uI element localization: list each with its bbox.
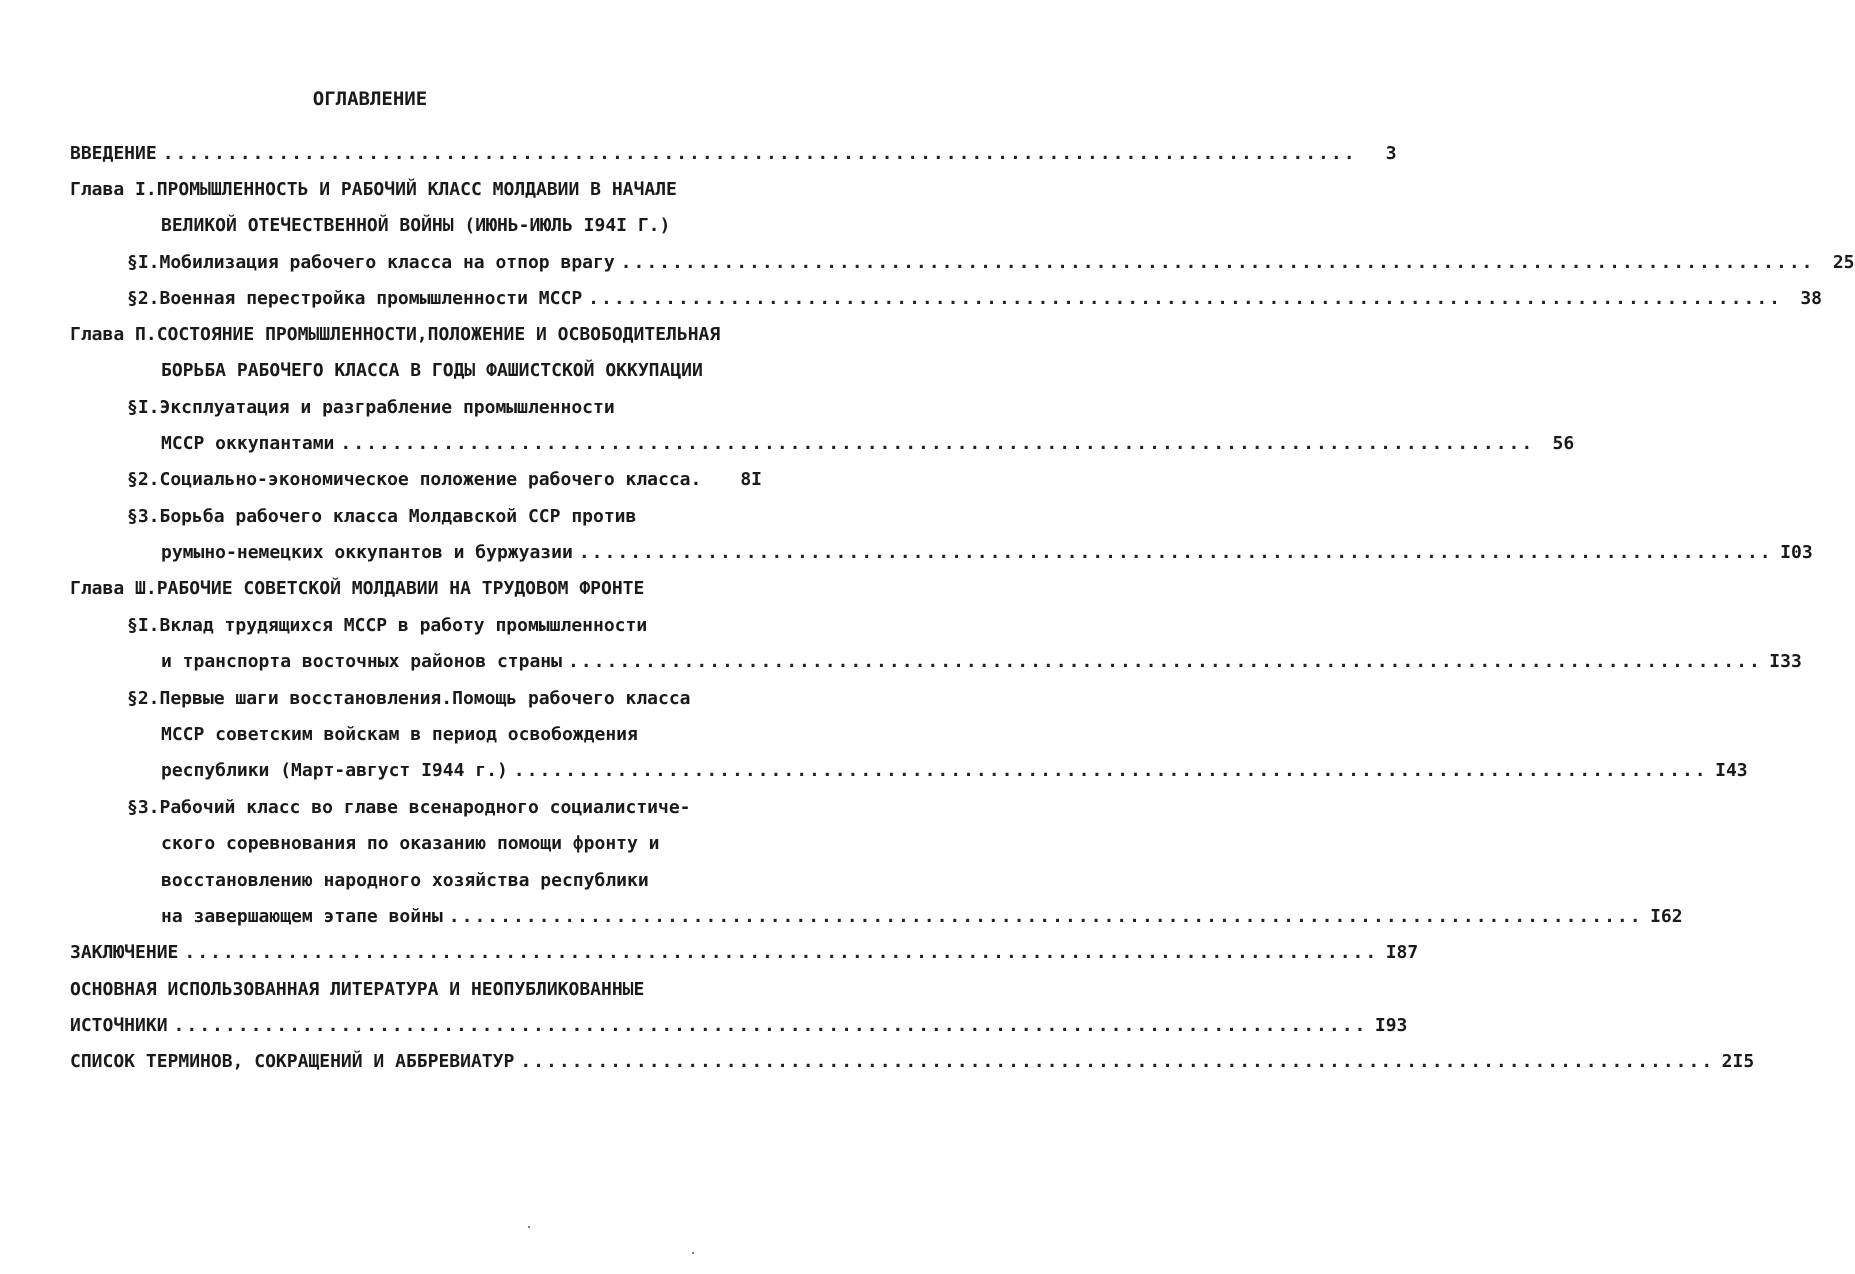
dot-leader: ............................................................................................. bbox=[567, 651, 1762, 672]
toc-entry-abbreviations bbox=[70, 1050, 1755, 1074]
toc-page-number: 56 bbox=[1552, 433, 1575, 454]
toc-chapter-2-line-2: БОРЬБА РАБОЧЕГО КЛАССА В ГОДЫ ФАШИСТСКОЙ ОККУПАЦИИ bbox=[161, 360, 703, 381]
toc-entry-ch3-s3-line-1: §3.Рабочий класс во главе всенародного социалистиче- bbox=[127, 797, 691, 818]
toc-entry-text: §2.Военная перестройка промышленности МССР bbox=[127, 288, 583, 309]
toc-entry-ch3-s3-line-2: ского соревнования по оказанию помощи фронту и bbox=[161, 833, 660, 854]
dot-leader: ............................................................................................. bbox=[513, 760, 1708, 781]
scan-speck bbox=[692, 1252, 694, 1254]
toc-entry-ch3-s3 bbox=[161, 905, 1683, 929]
dot-leader: ............................................................................................. bbox=[340, 433, 1535, 454]
toc-entry-conclusion bbox=[70, 941, 1419, 965]
toc-literature-line-1: ОСНОВНАЯ ИСПОЛЬЗОВАННАЯ ЛИТЕРАТУРА И НЕОПУБЛИКОВАННЫЕ bbox=[70, 979, 645, 1000]
toc-entry-ch3-s1 bbox=[161, 650, 1802, 674]
toc-entry-ch1-s2 bbox=[127, 287, 1822, 311]
toc-entry-ch3-s3-line-3: восстановлению народного хозяйства республики bbox=[161, 870, 649, 891]
dot-leader: ............................................................................................. bbox=[173, 1015, 1368, 1036]
toc-entry-text: на завершающем этапе войны bbox=[161, 906, 443, 927]
toc-page-number: 8I bbox=[740, 469, 762, 490]
toc-page-number: I03 bbox=[1780, 542, 1813, 563]
toc-page-number: 25 bbox=[1832, 252, 1855, 273]
toc-entry-ch3-s2-line-2: МССР советским войскам в период освобождения bbox=[161, 724, 638, 745]
toc-entry-text: ВВЕДЕНИЕ bbox=[70, 143, 157, 164]
toc-entry-ch2-s3-line-1: §3.Борьба рабочего класса Молдавской ССР против bbox=[127, 506, 637, 527]
toc-page-number: 38 bbox=[1800, 288, 1822, 309]
toc-page-number: I62 bbox=[1650, 906, 1683, 927]
scan-speck bbox=[528, 1226, 530, 1228]
toc-entry-ch1-s1 bbox=[127, 251, 1855, 275]
toc-page-number: 3 bbox=[1385, 143, 1397, 164]
toc-entry-text: МССР оккупантами bbox=[161, 433, 335, 454]
toc-entry-ch3-s1-line-1: §I.Вклад трудящихся МССР в работу промышленности bbox=[127, 615, 648, 636]
dot-leader: ............................................................................................. bbox=[448, 906, 1643, 927]
toc-entry-ch3-s2-line-1: §2.Первые шаги восстановления.Помощь рабочего класса bbox=[127, 688, 691, 709]
toc-entry-text: румыно-немецких оккупантов и буржуазии bbox=[161, 542, 573, 563]
toc-entry-intro bbox=[70, 142, 1397, 166]
toc-entry-text: республики (Март-август I944 г.) bbox=[161, 760, 508, 781]
dot-leader: ............................................................................................. bbox=[578, 542, 1773, 563]
toc-entry-text: ИСТОЧНИКИ bbox=[70, 1015, 168, 1036]
toc-entry-ch2-s3 bbox=[161, 541, 1813, 565]
toc-entry-ch2-s1-line-1: §I.Эксплуатация и разграбление промышленности bbox=[127, 397, 615, 418]
page-title: ОГЛАВЛЕНИЕ bbox=[312, 88, 428, 110]
toc-entry-text: §I.Мобилизация рабочего класса на отпор врагу bbox=[127, 252, 615, 273]
dot-leader: ............................................................................................. bbox=[620, 252, 1815, 273]
toc-page-number: I33 bbox=[1769, 651, 1802, 672]
toc-page-number: I93 bbox=[1374, 1015, 1408, 1036]
dot-leader: ............................................................................................. bbox=[162, 143, 1357, 164]
toc-entry-text: СПИСОК ТЕРМИНОВ, СОКРАЩЕНИЙ И АББРЕВИАТУР bbox=[70, 1051, 515, 1072]
dot-leader: ............................................................................................. bbox=[520, 1051, 1715, 1072]
toc-entry-text: и транспорта восточных районов страны bbox=[161, 651, 562, 672]
toc-entry-text: ЗАКЛЮЧЕНИЕ bbox=[70, 942, 179, 963]
toc-page-number: I87 bbox=[1385, 942, 1419, 963]
toc-entry-ch2-s2 bbox=[127, 468, 762, 492]
toc-chapter-1-line-1: Глава I.ПРОМЫШЛЕННОСТЬ И РАБОЧИЙ КЛАСС МОЛДАВИИ В НАЧАЛЕ bbox=[70, 179, 677, 200]
dot-leader: ............................................................................................. bbox=[184, 942, 1379, 963]
toc-chapter-2-line-1: Глава П.СОСТОЯНИЕ ПРОМЫШЛЕННОСТИ,ПОЛОЖЕНИЕ И ОСВОБОДИТЕЛЬНАЯ bbox=[70, 324, 721, 345]
toc-chapter-3-line-1: Глава Ш.РАБОЧИЕ СОВЕТСКОЙ МОЛДАВИИ НА ТРУДОВОМ ФРОНТЕ bbox=[70, 578, 645, 599]
toc-page-number: 2I5 bbox=[1721, 1051, 1755, 1072]
toc-page-number: I43 bbox=[1715, 760, 1748, 781]
toc-entry-ch2-s1 bbox=[161, 432, 1575, 456]
toc-entry-text: §2.Социально-экономическое положение рабочего класса. bbox=[127, 469, 702, 490]
toc-entry-ch3-s2 bbox=[161, 759, 1748, 783]
toc-chapter-1-line-2: ВЕЛИКОЙ ОТЕЧЕСТВЕННОЙ ВОЙНЫ (ИЮНЬ-ИЮЛЬ I94I Г.) bbox=[161, 215, 671, 236]
dot-leader: ............................................................................................. bbox=[588, 288, 1782, 309]
toc-entry-literature bbox=[70, 1014, 1408, 1038]
